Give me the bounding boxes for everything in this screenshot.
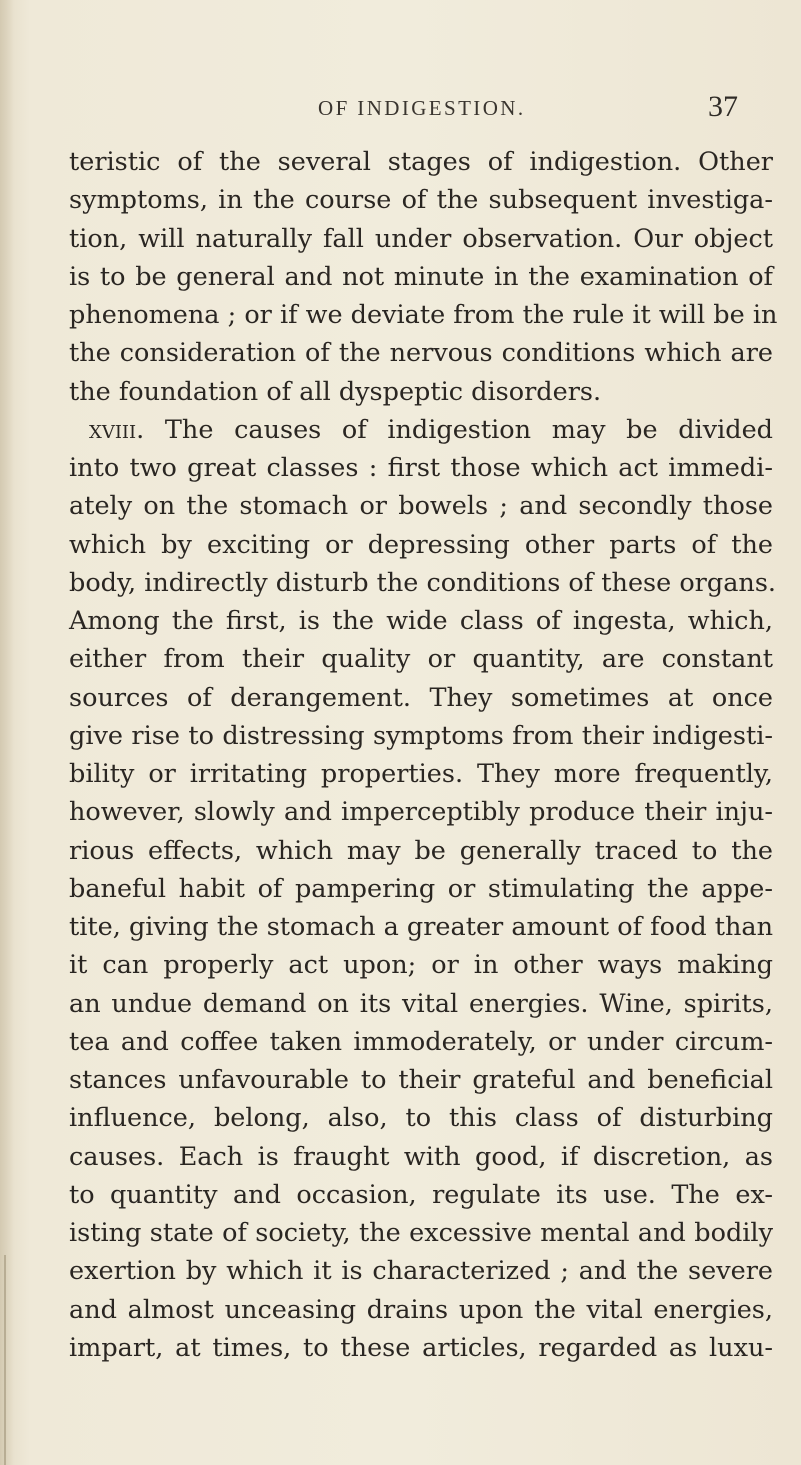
text-line: however, slowly and imperceptibly produce their inju- <box>69 797 773 828</box>
text-line: and almost unceasing drains upon the vital energies, <box>69 1294 773 1325</box>
text-line: exertion by which it is characterized ; and the severe <box>69 1256 773 1287</box>
text-line: an undue demand on its vital energies. Wine, spirits, <box>69 988 773 1019</box>
text-line: Among the first, is the wide class of ingesta, which, <box>69 606 773 636</box>
section-numeral: xviii. <box>89 414 145 445</box>
text-line: sources of derangement. They sometimes at once <box>69 682 773 713</box>
text-line: give rise to distressing symptoms from their indigesti- <box>69 720 773 751</box>
text-line: it can properly act upon; or in other ways making <box>69 950 773 981</box>
gutter-shadow <box>0 0 14 1465</box>
text-line: stances unfavourable to their grateful and beneficial <box>69 1065 773 1095</box>
text-line: tite, giving the stomach a greater amount of food than <box>69 912 774 942</box>
text-line: tea and coffee taken immoderately, or under circum- <box>69 1026 773 1057</box>
text-line: which by exciting or depressing other parts of the <box>69 529 773 560</box>
text-line: causes. Each is fraught with good, if discretion, as <box>69 1141 773 1172</box>
text-line: rious effects, which may be generally traced to the <box>69 835 773 866</box>
text-line: tion, will naturally fall under observation. Our object <box>69 223 773 254</box>
text-line: impart, at times, to these articles, regarded as luxu- <box>69 1332 773 1363</box>
text-line: the consideration of the nervous conditions which are <box>69 338 773 369</box>
text-line: isting state of society, the excessive mental and bodily <box>69 1218 773 1248</box>
section-start-line: xviii. The causes of indigestion may be divided <box>89 414 773 445</box>
text-line: phenomena ; or if we deviate from the rule it will be in <box>69 300 778 330</box>
body-text <box>69 143 789 1367</box>
text-line: influence, belong, also, to this class of disturbing <box>69 1103 773 1134</box>
text-line: ately on the stomach or bowels ; and secondly those <box>69 491 773 522</box>
text-line: either from their quality or quantity, are constant <box>69 644 773 675</box>
text-line: body, indirectly disturb the conditions of these organs. <box>69 567 777 598</box>
text-line: to quantity and occasion, regulate its use. The ex- <box>69 1179 773 1210</box>
text-line: teristic of the several stages of indigestion. Other <box>69 147 773 177</box>
text-line: baneful habit of pampering or stimulating the appe- <box>69 873 773 904</box>
text-line: symptoms, in the course of the subsequent investiga- <box>69 185 773 216</box>
text-line: into two great classes : first those which act immedi- <box>69 453 773 483</box>
running-head <box>0 90 801 126</box>
text-line: bility or irritating properties. They more frequently, <box>69 759 773 789</box>
text-line: the foundation of all dyspeptic disorders. <box>69 376 602 407</box>
page-edge-mark <box>4 1255 6 1465</box>
page-number: 37 <box>708 90 738 123</box>
text-line: is to be general and not minute in the examination of <box>69 261 773 292</box>
running-head-title: OF INDIGESTION. <box>318 96 526 120</box>
